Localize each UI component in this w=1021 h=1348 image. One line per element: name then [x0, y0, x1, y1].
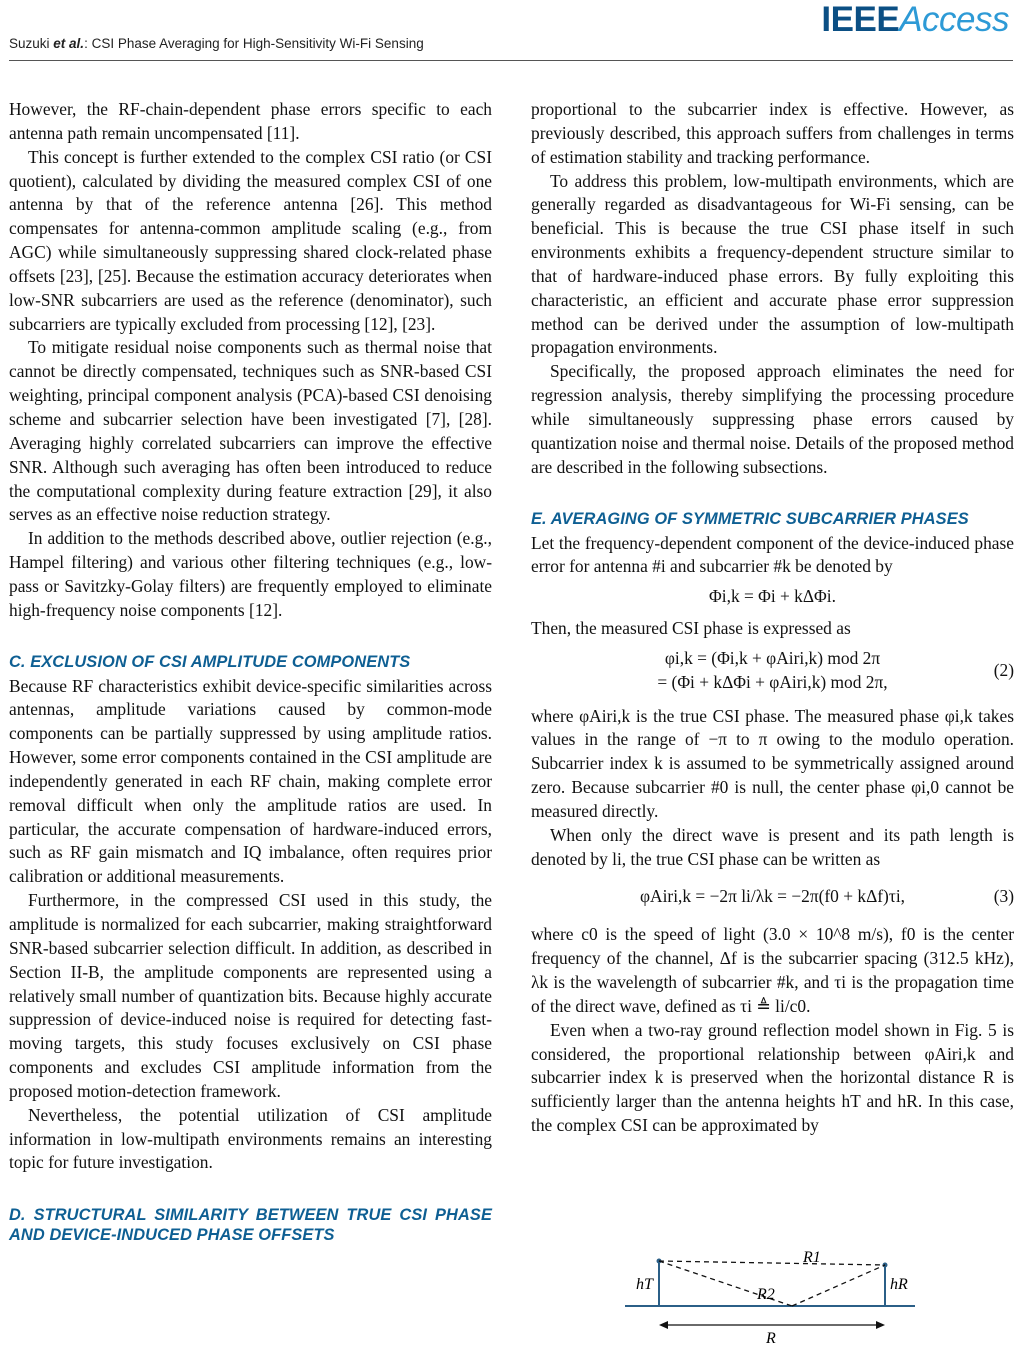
equation-1-body: Φi,k = Φi + kΔΦi. [709, 586, 836, 607]
left-column [9, 98, 492, 1245]
logo-ieee: IEEE [821, 0, 900, 39]
paragraph: where φAiri,k is the true CSI phase. The measured phase φi,k takes values in the range of −π to π owing to the modulo operation. Subcarrier index k is assumed to be symmetrically assigned around zero. Because subcarrier #0 is null, the center phase φi,0 cannot be measured directly. [531, 705, 1014, 821]
equation-2-number: (2) [993, 659, 1014, 680]
journal-logo [821, 0, 1009, 40]
arrow-head-right [876, 1321, 885, 1329]
equation-3 [531, 885, 1014, 909]
section-heading-c: C. EXCLUSION OF CSI AMPLITUDE COMPONENTS [9, 652, 411, 671]
header-rule [9, 60, 1013, 61]
paragraph: In addition to the methods described above, outlier rejection (e.g., Hampel filtering) and various other filtering techniques (e.g., low-pass or Savitzky-Golay filters) are frequently employed to eliminate high-frequency noise components [12]. [9, 528, 492, 620]
two-ray-figure [625, 1249, 925, 1347]
equation-2 [531, 647, 1014, 695]
direct-path [659, 1261, 885, 1265]
section-heading-e: E. AVERAGING OF SYMMETRIC SUBCARRIER PHASES [531, 509, 969, 528]
paragraph: However, the RF-chain-dependent phase errors specific to each antenna path remain uncompensated [11]. [9, 99, 492, 143]
arrow-head-left [659, 1321, 668, 1329]
paragraph: Nevertheless, the potential utilization of CSI amplitude information in low-multipath environments remains an interesting topic for future investigation. [9, 1104, 492, 1173]
paragraph: This concept is further extended to the complex CSI ratio (or CSI quotient), calculated by dividing the measured complex CSI of one antenna by that of the reference antenna [26]. This method compensates for antenna-common amplitude scaling (e.g., from AGC) while simultaneously suppressing shared clock-related phase offsets [23], [25]. Because the estimation accuracy deteriorates when low-SNR subcarriers are used as the reference (denominator), such subcarriers are typically excluded from processing [12], [23]. [9, 146, 492, 334]
paragraph: where c0 is the speed of light (3.0 × 10^8 m/s), f0 is the center frequency of the channel, Δf is the subcarrier spacing (312.5 kHz), λk is the wavelength of subcarrier #k, and τi is the propagation time of the direct wave, defined as τi ≜ li/c0. [531, 924, 1014, 1016]
paragraph: When only the direct wave is present and its path length is denoted by li, the true CSI phase can be written as [531, 824, 1014, 869]
paragraph: Furthermore, in the compressed CSI used in this study, the amplitude is normalized for each subcarrier, making straightforward SNR-based subcarrier selection difficult. In addition, as described in Section II-B, the amplitude components are represented using a relatively small number of quantization bits. Because highly accurate suppression of device-induced noise is required for detecting fast-moving targets, this study focuses exclusively on CSI phase components and excludes CSI amplitude information from the proposed motion-detection framework. [9, 890, 492, 1101]
running-header [9, 36, 424, 51]
logo-access: Access [899, 0, 1009, 39]
paragraph: To mitigate residual noise components such as thermal noise that cannot be directly compensated, techniques such as SNR-based CSI weighting, principal component analysis (PCA)-based CSI denoising scheme and subcarrier selection have been investigated [7], [28]. Averaging highly correlated subcarriers can improve the effective SNR. Although such averaging has often been introduced to reduce the computational complexity during feature extraction [29], it also serves as an effective noise reduction strategy. [9, 337, 492, 525]
paragraph: Specifically, the proposed approach eliminates the need for regression analysis, thereby simplifying the processing procedure while simultaneously suppressing phase errors caused by quantization noise and thermal noise. Details of the proposed method are described in the following subsections. [531, 361, 1014, 477]
paragraph: Because RF characteristics exhibit device-specific similarities across antennas, amplitude variations caused by common-mode components can be partially suppressed by using amplitude ratios. However, some error components contained in the CSI amplitude are independently generated in each RF chain, making complete error removal difficult when only the amplitude ratios are used. In particular, the accurate compensation of hardware-induced errors, such as RF gain mismatch and IQ imbalance, often requires prior calibration or additional measurements. [9, 675, 492, 887]
equation-2-line-1: φi,k = (Φi,k + φAiri,k) mod 2π [664, 647, 881, 668]
header-title: : CSI Phase Averaging for High-Sensitivity Wi-Fi Sensing [84, 36, 424, 51]
equation-1 [531, 585, 1014, 609]
heading-clip [9, 1205, 492, 1245]
label-ht: hT [636, 1276, 653, 1293]
equation-3-body: φAiri,k = −2π li/λk = −2π(f0 + kΔf)τi, [639, 886, 906, 907]
header-et-al: et al. [53, 36, 85, 51]
paragraph: Even when a two-ray ground reflection model shown in Fig. 5 is considered, the proportional relationship between φAiri,k and subcarrier index k is preserved when the horizontal distance R is sufficiently larger than the antenna heights hT and hR. In this case, the complex CSI can be approximated by [531, 1019, 1014, 1136]
paragraph: To address this problem, low-multipath environments, which are generally regarded as disadvantageous for Wi-Fi sensing, can be beneficial. This is because the true CSI phase itself in such environments exhibits a frequency-dependent structure similar to that of hardware-induced phase errors. By fully exploiting this characteristic, an efficient and accurate phase error suppression method can be derived under the assumption of low-multipath propagation environments. [531, 170, 1014, 358]
label-r2: R2 [757, 1286, 775, 1303]
right-column [531, 98, 1014, 1138]
paragraph: proportional to the subcarrier index is effective. However, as previously described, this approach suffers from challenges in terms of estimation stability and tracking performance. [531, 99, 1014, 167]
paragraph: Then, the measured CSI phase is expressed as [531, 618, 851, 639]
paragraph: Let the frequency-dependent component of the device-induced phase error for antenna #i and subcarrier #k be denoted by [531, 532, 1014, 577]
section-heading-d: D. STRUCTURAL SIMILARITY BETWEEN TRUE CSI PHASE AND DEVICE-INDUCED PHASE OFFSETS [9, 1206, 492, 1245]
equation-2-line-2: = (Φi + kΔΦi + φAiri,k) mod 2π, [657, 671, 888, 692]
label-hr: hR [890, 1276, 908, 1293]
reflected-path-out [792, 1265, 885, 1306]
header-authors: Suzuki [9, 36, 50, 51]
equation-3-number: (3) [993, 886, 1014, 907]
label-r1: R1 [803, 1249, 821, 1266]
label-r: R [766, 1330, 776, 1347]
